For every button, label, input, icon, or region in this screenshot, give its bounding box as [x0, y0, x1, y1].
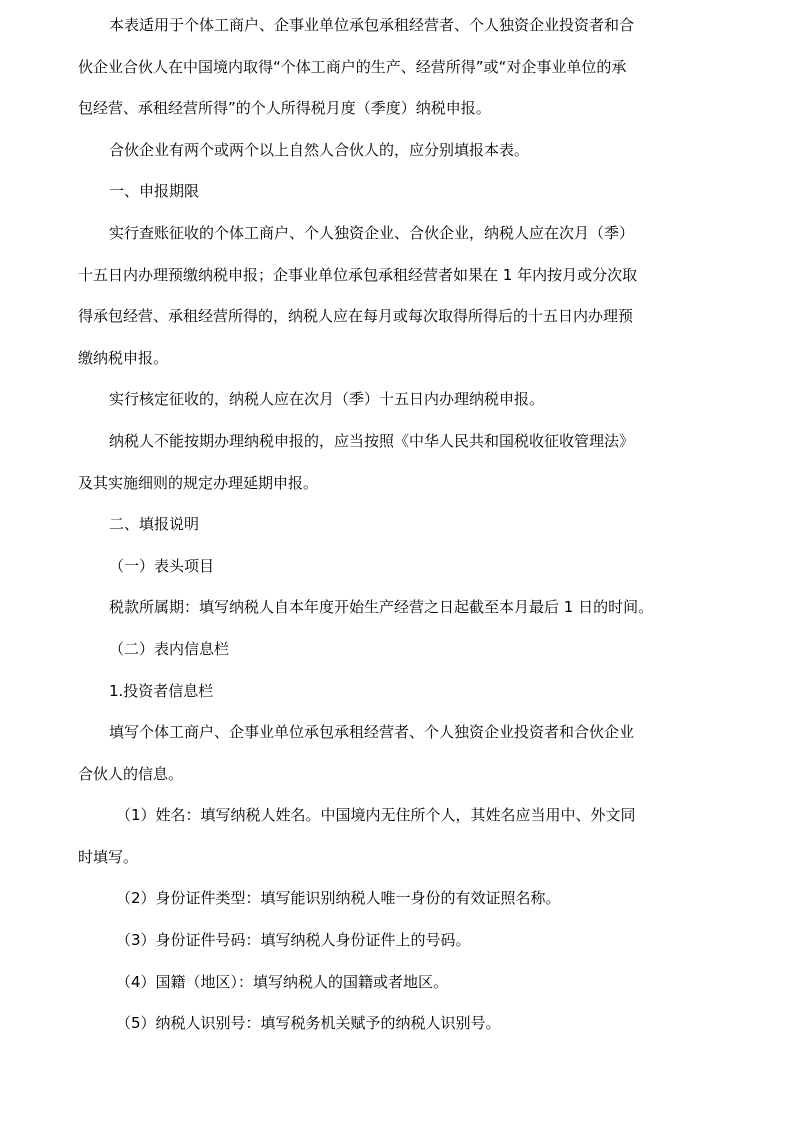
subsection-heading: （一）表头项目 — [109, 556, 215, 575]
paragraph-line: 得承包经营、承租经营所得的，纳税人应在每月或每次取得所得后的十五日内办理预 — [78, 307, 634, 326]
paragraph-line: 实行核定征收的，纳税人应在次月（季）十五日内办理纳税申报。 — [109, 390, 545, 409]
paragraph-line: 伙企业合伙人在中国境内取得“个体工商户的生产、经营所得”或“对企事业单位的承 — [78, 57, 627, 76]
paragraph-line: 填写个体工商户、企事业单位承包承租经营者、个人独资企业投资者和合伙企业 — [109, 723, 635, 742]
paragraph-line: 合伙人的信息。 — [78, 764, 184, 783]
paragraph-line: 纳税人不能按期办理纳税申报的，应当按照《中华人民共和国税收征收管理法》 — [109, 431, 635, 450]
list-item: （1）姓名：填写纳税人姓名。中国境内无住所个人，其姓名应当用中、外文同 — [116, 806, 636, 825]
paragraph-line: 实行查账征收的个体工商户、个人独资企业、合伙企业，纳税人应在次月（季） — [109, 223, 635, 242]
paragraph-line: 税款所属期：填写纳税人自本年度开始生产经营之日起截至本月最后 1 日的时间。 — [109, 598, 654, 617]
list-item: （3）身份证件号码：填写纳税人身份证件上的号码。 — [116, 931, 471, 950]
paragraph-line: 时填写。 — [78, 847, 139, 866]
list-item: （5）纳税人识别号：填写税务机关赋予的纳税人识别号。 — [116, 1014, 501, 1033]
section-heading: 一、申报期限 — [109, 182, 200, 201]
paragraph-line: 缴纳税申报。 — [78, 348, 169, 367]
paragraph-line: 及其实施细则的规定办理延期申报。 — [78, 473, 319, 492]
item-heading: 1.投资者信息栏 — [109, 681, 214, 700]
paragraph-line: 包经营、承租经营所得”的个人所得税月度（季度）纳税申报。 — [78, 99, 491, 118]
subsection-heading: （二）表内信息栏 — [109, 639, 230, 658]
list-item: （4）国籍（地区）：填写纳税人的国籍或者地区。 — [116, 972, 449, 991]
document-body — [78, 5, 718, 1045]
paragraph-line: 十五日内办理预缴纳税申报；企事业单位承包承租经营者如果在 1 年内按月或分次取 — [78, 265, 638, 284]
paragraph-line: 本表适用于个体工商户、企事业单位承包承租经营者、个人独资企业投资者和合 — [109, 16, 635, 34]
list-item: （2）身份证件类型：填写能识别纳税人唯一身份的有效证照名称。 — [116, 889, 561, 908]
paragraph-line: 合伙企业有两个或两个以上自然人合伙人的，应分别填报本表。 — [109, 140, 530, 159]
section-heading: 二、填报说明 — [109, 515, 200, 534]
